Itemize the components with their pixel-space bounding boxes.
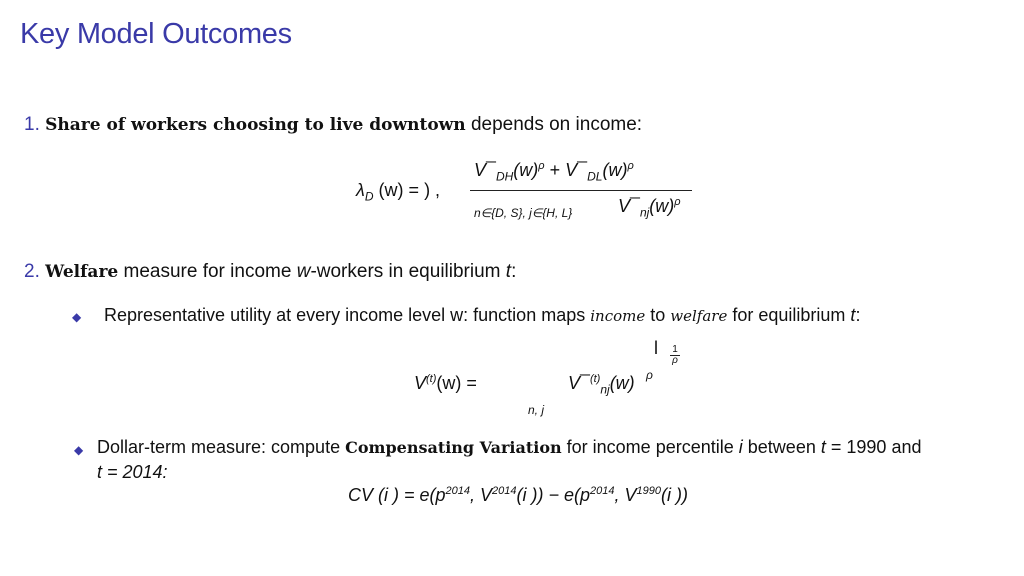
item-2-number: 2. — [24, 261, 40, 282]
item-1-text: depends on income: — [470, 114, 643, 135]
item-2-bold-text: Welfare — [45, 262, 119, 282]
bullet-2-var-t: t — [820, 437, 826, 457]
eq3 — [348, 485, 688, 506]
bullet-1-to: to — [650, 305, 666, 325]
eq2-lhs-arg: (w) = — [436, 373, 477, 393]
eq2-rhs-v: V¯ — [568, 373, 590, 393]
eq1-num-v1: V¯ — [474, 160, 496, 180]
eq1-lambda-sub: D — [364, 189, 374, 204]
eq1-lhs-arg: (w) = — [378, 180, 420, 200]
item-1-number: 1. — [24, 114, 40, 135]
bullet-2-icon: ◆ — [74, 443, 84, 457]
eq1-den-exp: ρ — [674, 196, 681, 208]
eq1-numerator — [474, 160, 634, 184]
eq3-sup-1: 2014 — [445, 485, 471, 497]
eq1-num-sub1: DH — [495, 169, 514, 184]
eq2-frac-den: ρ — [672, 355, 678, 366]
bullet-2 — [97, 437, 921, 458]
eq1-den-arg: (w) — [649, 196, 675, 216]
eq1-fraction-bar — [470, 190, 692, 191]
eq1-num-arg2: (w) — [602, 160, 628, 180]
bullet-1-colon: : — [855, 305, 861, 325]
eq1-plus: + — [549, 160, 561, 180]
eq3-sup-4: 1990 — [636, 485, 662, 497]
eq2-rhs — [568, 373, 635, 397]
eq3-part-4: , V — [614, 485, 637, 505]
bullet-1-income: income — [590, 307, 646, 325]
item-2-text-b: -workers in equilibrium — [310, 261, 501, 282]
eq2-lhs — [414, 373, 477, 394]
bullet-1 — [104, 305, 860, 326]
item-1-bold-text: Share of workers choosing to live downtown — [45, 115, 466, 135]
item-2 — [24, 261, 516, 283]
eq2-rhs-arg: (w) — [609, 373, 635, 393]
eq2-bar: l — [654, 338, 658, 358]
eq1-den-sub: nj — [639, 205, 650, 220]
eq3-part-3: (i )) − e(p — [516, 485, 591, 505]
eq2-rhs-sub: nj — [600, 382, 610, 397]
bullet-2-text-b: for income percentile — [566, 437, 734, 457]
eq1-lhs — [356, 180, 440, 204]
item-2-var-t: t — [505, 261, 512, 282]
eq1-sum-mark: ) , — [424, 180, 441, 200]
bullet-2-var-i: i — [738, 437, 743, 457]
eq1-lambda: λ — [356, 180, 365, 200]
eq1-denominator — [618, 196, 681, 220]
bullet-1-rest: for equilibrium — [732, 305, 846, 325]
bullet-1-text: Representative utility at every income level w: function maps — [104, 305, 586, 325]
item-2-colon: : — [511, 261, 517, 282]
eq3-sup-3: 2014 — [590, 485, 615, 497]
eq2-rho: ρ — [646, 368, 653, 382]
bullet-1-icon: ◆ — [72, 310, 82, 324]
eq1-num-arg1: (w) — [513, 160, 539, 180]
item-2-text-a: measure for income — [123, 261, 292, 282]
eq3-part-1: CV (i ) = e(p — [348, 485, 446, 505]
bullet-2-text-c: between — [747, 437, 816, 457]
bullet-1-welfare: welfare — [670, 307, 728, 325]
eq2-sum-index: n, j — [528, 403, 545, 417]
eq1-num-v2: V¯ — [565, 160, 588, 180]
eq2-rhs-sup: (t) — [589, 373, 601, 385]
eq1-num-exp1: ρ — [538, 160, 545, 172]
page-title: Key Model Outcomes — [20, 18, 292, 50]
bullet-1-var-t: t — [850, 305, 856, 325]
eq3-part-5: (i )) — [661, 485, 688, 505]
bullet-2-bold-text: Compensating Variation — [345, 438, 562, 457]
item-1 — [24, 114, 642, 136]
eq1-num-sub2: DL — [587, 169, 603, 184]
eq1-num-exp2: ρ — [627, 160, 634, 172]
eq2-lhs-sup: (t) — [426, 373, 437, 385]
eq2-exponent-fraction — [670, 345, 680, 366]
item-2-var-w: w — [296, 261, 311, 282]
bullet-2-text-d: = 1990 and — [830, 437, 922, 457]
eq1-den-index: n∈{D, S}, j∈{H, L} — [474, 206, 573, 220]
eq2-lhs-v: V — [414, 373, 427, 393]
bullet-2-line-2: t = 2014: — [97, 462, 168, 482]
eq3-sup-2: 2014 — [492, 485, 517, 497]
eq3-part-2: , V — [470, 485, 493, 505]
eq1-den-v: V¯ — [618, 196, 640, 216]
eq2-frac-num: 1 — [672, 344, 678, 355]
bullet-2-text-a: Dollar-term measure: compute — [97, 437, 341, 457]
